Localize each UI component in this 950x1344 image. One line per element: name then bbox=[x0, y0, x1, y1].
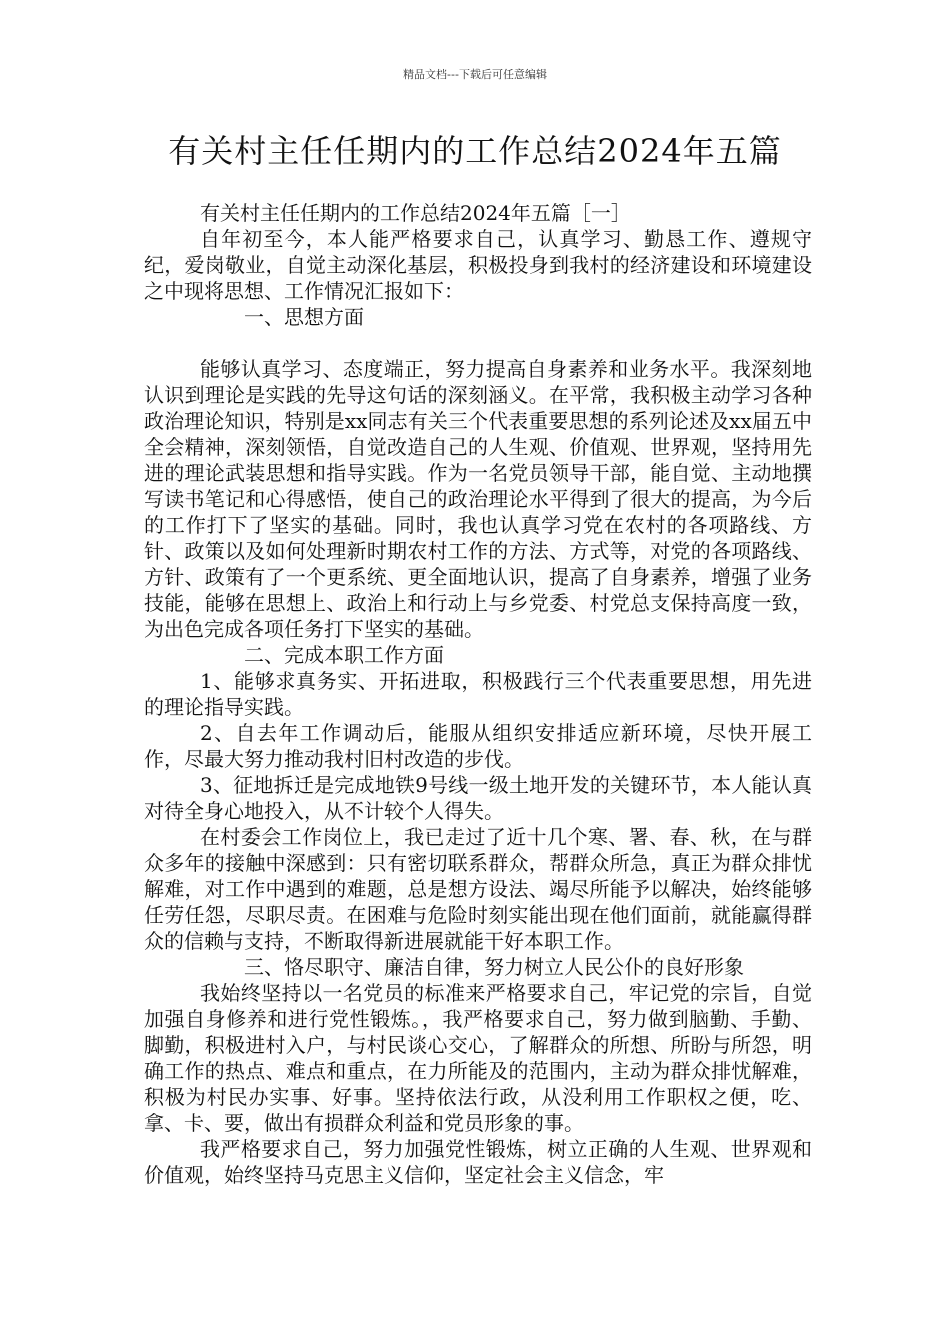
section1-paragraph: 能够认真学习、态度端正，努力提高自身素养和业务水平。我深刻地认识到理论是实践的先导这句话的深刻涵义。在平常，我积极主动学习各种政治理论知识，特别是xx同志有关三个代表重要思想的系列论述及xx届五中全会精神，深刻领悟，自觉改造自己的人生观、价值观、世界观，坚持用先进的理论武装思想和指导实践。作为一名党员领导干部，能自觉、主动地撰写读书笔记和心得感悟，使自己的政治理论水平得到了很大的提高，为今后的工作打下了坚实的基础。同时，我也认真学习党在农村的各项路线、方针、政策以及如何处理新时期农村工作的方法、方式等，对党的各项路线、方针、政策有了一个更系统、更全面地认识，提高了自身素养，增强了业务技能，能够在思想上、政治上和行动上与乡党委、村党总支保持高度一致，为出色完成各项任务打下坚实的基础。 bbox=[144, 357, 812, 641]
section2-item-3: 3、征地拆迁是完成地铁9号线一级土地开发的关键环节，本人能认真对待全身心地投入，从不计较个人得失。 bbox=[144, 773, 812, 823]
section-heading-2: 二、完成本职工作方面 bbox=[244, 643, 444, 667]
blank-line bbox=[144, 330, 812, 356]
header-note: 精品文档---下载后可任意编辑 bbox=[403, 68, 547, 81]
intro-paragraph: 自年初至今，本人能严格要求自己，认真学习、勤恳工作、遵规守纪，爱岗敬业，自觉主动深化基层，积极投身到我村的经济建设和环境建设之中现将思想、工作情况汇报如下： bbox=[144, 227, 812, 303]
section2-item-1: 1、能够求真务实、开拓进取，积极践行三个代表重要思想，用先进的理论指导实践。 bbox=[144, 669, 812, 719]
document-title: 有关村主任任期内的工作总结2024年五篇 bbox=[168, 132, 782, 170]
section2-item-2: 2、自去年工作调动后，能服从组织安排适应新环境，尽快开展工作，尽最大努力推动我村旧村改造的步伐。 bbox=[144, 721, 812, 771]
document-body bbox=[144, 200, 812, 1188]
section2-paragraph: 在村委会工作岗位上，我已走过了近十几个寒、署、春、秋，在与群众多年的接触中深感到：只有密切联系群众，帮群众所急，真正为群众排忧解难，对工作中遇到的难题，总是想方设法、竭尽所能予以解决，始终能够任劳任怨，尽职尽责。在困难与危险时刻实能出现在他们面前，就能赢得群众的信赖与支持，不断取得新进展就能干好本职工作。 bbox=[144, 825, 812, 953]
section-heading-3: 三、恪尽职守、廉洁自律，努力树立人民公仆的良好形象 bbox=[244, 955, 744, 979]
document-subtitle: 有关村主任任期内的工作总结2024年五篇［一］ bbox=[200, 201, 631, 225]
section3-paragraph-2: 我严格要求自己，努力加强党性锻炼，树立正确的人生观、世界观和价值观，始终坚持马克思主义信仰，坚定社会主义信念，牢 bbox=[144, 1137, 812, 1187]
section-heading-1: 一、思想方面 bbox=[244, 305, 364, 329]
section3-paragraph-1: 我始终坚持以一名党员的标准来严格要求自己，牢记党的宗旨，自觉加强自身修养和进行党性锻炼。，我严格要求自己，努力做到脑勤、手勤、脚勤，积极进村入户，与村民谈心交心，了解群众的所想、所盼与所怨，明确工作的热点、难点和重点，在力所能及的范围内，主动为群众排忧解难，积极为村民办实事、好事。坚持依法行政，从没利用工作职权之便，吃、拿、卡、要，做出有损群众利益和党员形象的事。 bbox=[144, 981, 812, 1135]
